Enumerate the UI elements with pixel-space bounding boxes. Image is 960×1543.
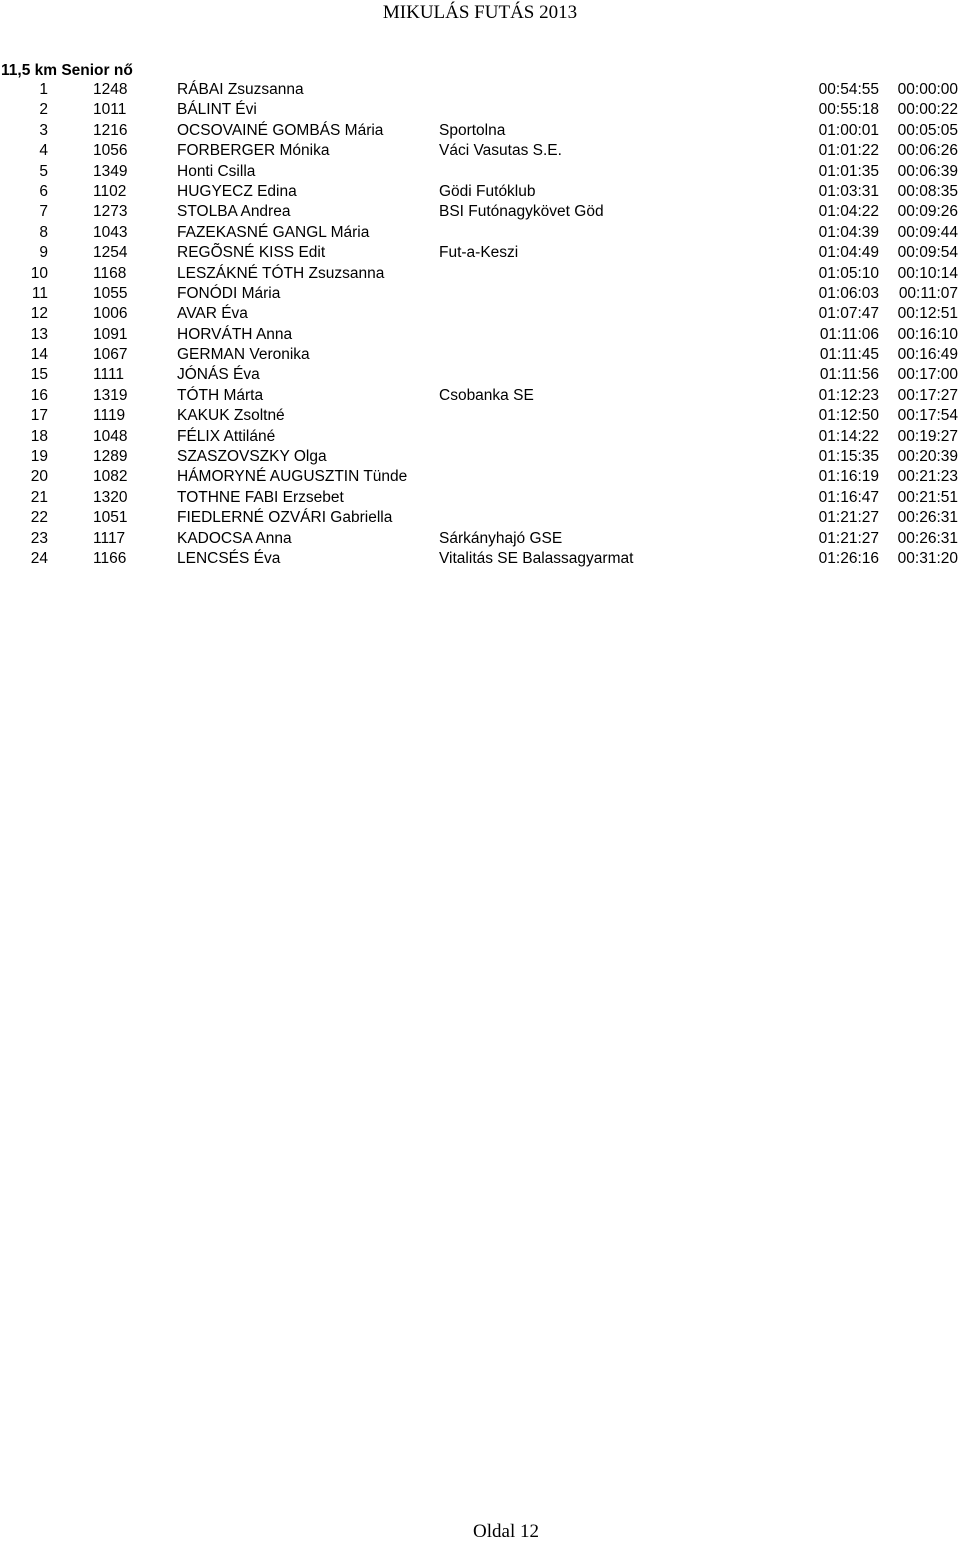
result-rank: 19 xyxy=(30,448,48,466)
result-row xyxy=(0,223,960,243)
result-rank: 13 xyxy=(30,325,48,343)
result-gap: 00:19:27 xyxy=(897,427,958,445)
result-row xyxy=(0,365,960,385)
result-rank: 8 xyxy=(39,223,48,241)
result-gap: 00:26:31 xyxy=(897,529,958,547)
result-name: FIEDLERNÉ OZVÁRI Gabriella xyxy=(177,509,393,527)
result-club: BSI Futónagykövet Göd xyxy=(439,203,604,221)
result-time: 01:01:35 xyxy=(818,162,879,180)
result-time: 01:16:19 xyxy=(818,468,879,486)
result-gap: 00:09:26 xyxy=(897,203,958,221)
result-gap: 00:31:20 xyxy=(897,549,958,567)
result-row xyxy=(0,182,960,202)
result-rank: 21 xyxy=(30,488,48,506)
result-bib: 1051 xyxy=(93,509,128,527)
result-bib: 1166 xyxy=(93,549,127,567)
result-rank: 17 xyxy=(30,407,48,425)
result-row xyxy=(0,345,960,365)
result-rank: 20 xyxy=(30,468,48,486)
result-bib: 1056 xyxy=(93,142,128,160)
result-club: Csobanka SE xyxy=(439,386,534,404)
result-row xyxy=(0,141,960,161)
result-time: 01:26:16 xyxy=(818,549,879,567)
result-name: HORVÁTH Anna xyxy=(177,325,293,343)
result-name: LENCSÉS Éva xyxy=(177,549,281,567)
result-gap: 00:06:39 xyxy=(897,162,958,180)
result-row xyxy=(0,121,960,141)
result-time: 00:55:18 xyxy=(818,101,879,119)
result-club: Vitalitás SE Balassagyarmat xyxy=(439,549,634,567)
result-rank: 15 xyxy=(30,366,48,384)
result-bib: 1349 xyxy=(93,162,128,180)
result-bib: 1006 xyxy=(93,305,128,323)
result-bib: 1289 xyxy=(93,448,128,466)
result-bib: 1320 xyxy=(93,488,128,506)
result-gap: 00:12:51 xyxy=(897,305,958,323)
result-time: 01:03:31 xyxy=(818,182,879,200)
result-gap: 00:26:31 xyxy=(897,509,958,527)
result-name: FAZEKASNÉ GANGL Mária xyxy=(177,223,370,241)
result-gap: 00:21:23 xyxy=(897,468,958,486)
result-rank: 4 xyxy=(39,142,48,160)
result-name: FONÓDI Mária xyxy=(177,284,281,302)
result-time: 01:15:35 xyxy=(818,448,879,466)
result-time: 01:11:45 xyxy=(819,346,879,364)
result-row xyxy=(0,264,960,284)
result-name: Honti Csilla xyxy=(177,162,256,180)
result-name: BÁLINT Évi xyxy=(177,101,257,119)
result-rank: 22 xyxy=(30,509,48,527)
result-rank: 18 xyxy=(30,427,48,445)
result-gap: 00:10:14 xyxy=(897,264,958,282)
page-header-title: MIKULÁS FUTÁS 2013 xyxy=(382,2,578,23)
result-gap: 00:16:10 xyxy=(897,325,958,343)
result-time: 01:04:22 xyxy=(818,203,879,221)
result-bib: 1011 xyxy=(93,101,127,119)
result-time: 01:11:06 xyxy=(819,325,879,343)
result-name: SZASZOVSZKY Olga xyxy=(177,448,327,466)
result-bib: 1168 xyxy=(93,264,127,282)
result-bib: 1319 xyxy=(93,386,128,404)
result-gap: 00:20:39 xyxy=(897,448,958,466)
result-time: 01:04:39 xyxy=(818,223,879,241)
result-name: FÉLIX Attiláné xyxy=(177,427,276,445)
result-row xyxy=(0,100,960,120)
result-name: AVAR Éva xyxy=(177,305,248,323)
result-name: JÓNÁS Éva xyxy=(177,366,260,384)
result-rank: 24 xyxy=(30,549,48,567)
result-row xyxy=(0,284,960,304)
result-time: 01:01:22 xyxy=(818,142,879,160)
result-club: Gödi Futóklub xyxy=(439,182,536,200)
result-rank: 2 xyxy=(39,101,48,119)
result-name: OCSOVAINÉ GOMBÁS Mária xyxy=(177,121,384,139)
result-name: TÓTH Márta xyxy=(177,386,264,404)
result-row xyxy=(0,80,960,100)
result-rank: 6 xyxy=(39,182,48,200)
result-name: STOLBA Andrea xyxy=(177,203,291,221)
result-club: Fut-a-Keszi xyxy=(439,244,519,262)
result-row xyxy=(0,488,960,508)
result-time: 01:21:27 xyxy=(818,509,879,527)
result-row xyxy=(0,508,960,528)
result-rank: 12 xyxy=(30,305,48,323)
result-bib: 1254 xyxy=(93,244,128,262)
result-gap: 00:00:00 xyxy=(897,81,958,98)
result-bib: 1055 xyxy=(93,284,128,302)
result-rank: 23 xyxy=(30,529,48,547)
result-name: KADOCSA Anna xyxy=(177,529,292,547)
result-club: Sárkányhajó GSE xyxy=(439,529,563,547)
result-bib: 1216 xyxy=(93,121,128,139)
result-name: GERMAN Veronika xyxy=(177,346,310,364)
result-bib: 1119 xyxy=(93,407,126,425)
result-gap: 00:00:22 xyxy=(897,101,958,119)
result-name: HÁMORYNÉ AUGUSZTIN Tünde xyxy=(177,468,408,486)
result-name: RÁBAI Zsuzsanna xyxy=(177,81,304,98)
result-bib: 1273 xyxy=(93,203,128,221)
result-row xyxy=(0,549,960,569)
result-row xyxy=(0,427,960,447)
result-gap: 00:09:54 xyxy=(897,244,958,262)
result-gap: 00:08:35 xyxy=(897,182,958,200)
result-time: 01:14:22 xyxy=(818,427,879,445)
result-row xyxy=(0,467,960,487)
result-bib: 1102 xyxy=(93,182,127,200)
result-rank: 10 xyxy=(30,264,48,282)
result-gap: 00:17:00 xyxy=(897,366,958,384)
result-bib: 1067 xyxy=(93,346,128,364)
result-name: FORBERGER Mónika xyxy=(177,142,330,160)
result-bib: 1111 xyxy=(93,366,125,384)
result-time: 01:12:23 xyxy=(818,386,879,404)
result-time: 01:00:01 xyxy=(818,121,879,139)
result-name: KAKUK Zsoltné xyxy=(177,407,285,425)
result-bib: 1091 xyxy=(93,325,128,343)
result-gap: 00:06:26 xyxy=(897,142,958,160)
result-row xyxy=(0,243,960,263)
result-club: Sportolna xyxy=(439,121,506,139)
result-row xyxy=(0,447,960,467)
result-row xyxy=(0,406,960,426)
results-table xyxy=(0,80,960,569)
result-row xyxy=(0,304,960,324)
result-bib: 1048 xyxy=(93,427,128,445)
result-time: 01:21:27 xyxy=(818,529,879,547)
result-time: 01:16:47 xyxy=(818,488,879,506)
result-name: HUGYECZ Edina xyxy=(177,182,297,200)
result-gap: 00:17:54 xyxy=(897,407,958,425)
result-rank: 9 xyxy=(39,244,48,262)
result-rank: 7 xyxy=(39,203,48,221)
result-rank: 1 xyxy=(39,81,48,98)
result-time: 01:11:56 xyxy=(819,366,879,384)
result-row xyxy=(0,162,960,182)
result-rank: 14 xyxy=(30,346,48,364)
result-time: 01:04:49 xyxy=(818,244,879,262)
result-gap: 00:21:51 xyxy=(897,488,958,506)
result-rank: 11 xyxy=(31,284,48,302)
result-gap: 00:16:49 xyxy=(897,346,958,364)
result-bib: 1082 xyxy=(93,468,128,486)
result-gap: 00:09:44 xyxy=(897,223,958,241)
result-gap: 00:05:05 xyxy=(897,121,958,139)
category-title: 11,5 km Senior nő xyxy=(1,62,133,79)
result-bib: 1117 xyxy=(93,529,126,547)
result-gap: 00:17:27 xyxy=(897,386,958,404)
result-rank: 16 xyxy=(30,386,48,404)
result-name: REGÕSNÉ KISS Edit xyxy=(177,244,326,262)
result-time: 00:54:55 xyxy=(818,81,879,98)
result-row xyxy=(0,386,960,406)
result-bib: 1043 xyxy=(93,223,128,241)
result-rank: 3 xyxy=(39,121,48,139)
result-gap: 00:11:07 xyxy=(898,284,958,302)
result-rank: 5 xyxy=(39,162,48,180)
page-footer-label: Oldal 12 xyxy=(473,1521,539,1542)
result-name: TOTHNE FABI Erzsebet xyxy=(177,488,344,506)
result-time: 01:05:10 xyxy=(818,264,879,282)
result-club: Váci Vasutas S.E. xyxy=(439,142,562,160)
result-time: 01:12:50 xyxy=(818,407,879,425)
result-row xyxy=(0,529,960,549)
result-name: LESZÁKNÉ TÓTH Zsuzsanna xyxy=(177,264,385,282)
result-time: 01:07:47 xyxy=(818,305,879,323)
result-bib: 1248 xyxy=(93,81,128,98)
result-time: 01:06:03 xyxy=(818,284,879,302)
result-row xyxy=(0,325,960,345)
result-row xyxy=(0,202,960,222)
